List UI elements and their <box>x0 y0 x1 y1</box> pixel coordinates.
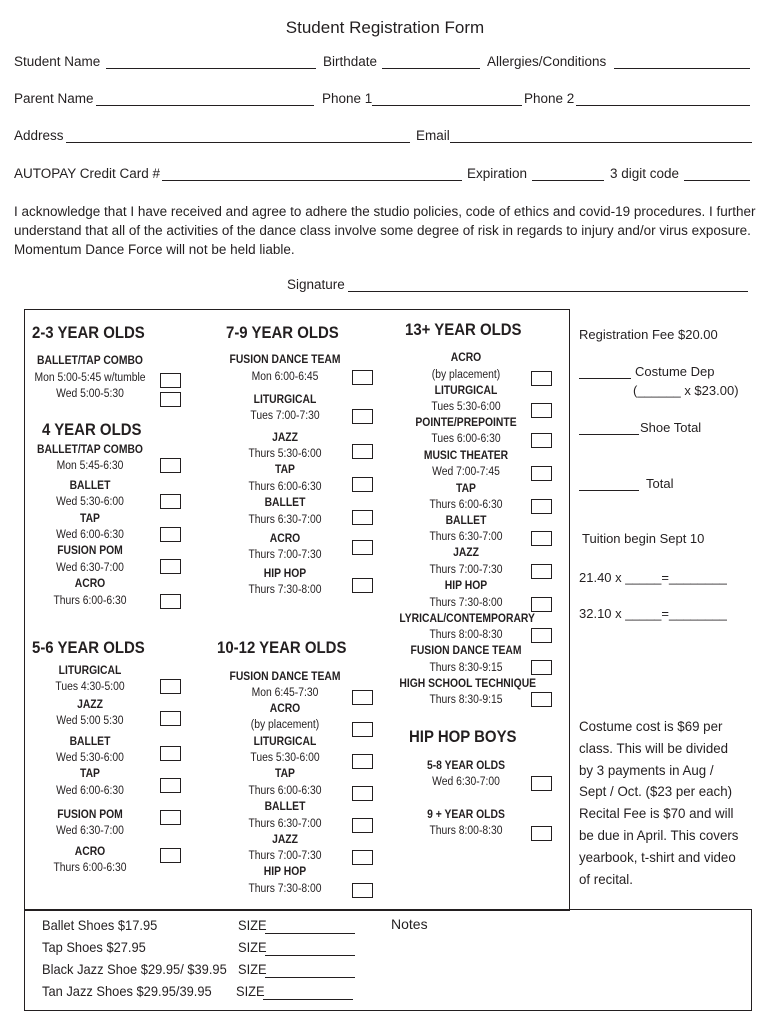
credit-card-field[interactable] <box>162 180 462 181</box>
class-name: BALLET <box>69 480 111 492</box>
class-checkbox[interactable] <box>352 690 373 705</box>
section-heading: 7-9 YEAR OLDS <box>226 323 339 342</box>
class-checkbox[interactable] <box>352 722 373 737</box>
ballet-shoes-price: Ballet Shoes $17.95 <box>42 917 158 933</box>
class-time: Wed 5:00-5:30 <box>56 388 124 400</box>
class-checkbox[interactable] <box>352 754 373 769</box>
rate-line-1[interactable]: 21.40 x _____=________ <box>579 570 727 585</box>
class-name: HIP HOP <box>263 568 307 580</box>
black-jazz-price: Black Jazz Shoe $29.95/ $39.95 <box>42 961 227 977</box>
size-label: SIZE <box>236 983 265 999</box>
birthdate-field[interactable] <box>382 68 480 69</box>
phone2-label: Phone 2 <box>524 91 575 106</box>
class-checkbox[interactable] <box>531 499 552 514</box>
tuition-start: Tuition begin Sept 10 <box>582 531 705 546</box>
class-time: Wed 6:30-7:00 <box>56 562 124 574</box>
size-field[interactable] <box>265 933 355 934</box>
expiration-field[interactable] <box>532 180 604 181</box>
class-name: LITURGICAL <box>253 736 317 748</box>
size-field[interactable] <box>263 999 353 1000</box>
allergies-field[interactable] <box>614 68 750 69</box>
class-time: Wed 7:00-7:45 <box>432 466 500 478</box>
student-name-label: Student Name <box>14 54 101 69</box>
class-checkbox[interactable] <box>531 597 552 612</box>
class-time: Tues 4:30-5:00 <box>55 681 125 693</box>
class-name: LITURGICAL <box>58 665 122 677</box>
class-time: Thurs 7:30-8:00 <box>248 883 322 895</box>
class-time: Mon 5:00-5:45 w/tumble <box>34 372 146 384</box>
class-checkbox[interactable] <box>531 628 552 643</box>
class-time: Thurs 6:00-6:30 <box>248 481 322 493</box>
form-title: Student Registration Form <box>285 18 485 37</box>
class-checkbox[interactable] <box>531 826 552 841</box>
class-time: Thurs 7:00-7:30 <box>248 549 322 561</box>
class-time: Wed 6:30-7:00 <box>56 825 124 837</box>
class-time: Mon 6:00-6:45 <box>251 371 319 383</box>
class-name: TAP <box>80 768 100 780</box>
class-name: ACRO <box>74 846 106 858</box>
class-time: Thurs 6:30-7:00 <box>248 514 322 526</box>
class-checkbox[interactable] <box>160 392 181 407</box>
class-time: Thurs 6:00-6:30 <box>53 595 127 607</box>
class-time: Thurs 5:30-6:00 <box>248 448 322 460</box>
class-name: HIP HOP <box>263 866 307 878</box>
section-heading: 5-6 YEAR OLDS <box>32 638 145 657</box>
class-checkbox[interactable] <box>352 786 373 801</box>
expiration-label: Expiration <box>467 166 528 181</box>
class-checkbox[interactable] <box>160 594 181 609</box>
shoe-total-field[interactable] <box>579 434 639 435</box>
class-checkbox[interactable] <box>160 679 181 694</box>
class-name: MUSIC THEATER <box>423 450 509 462</box>
total-label: Total <box>646 476 674 491</box>
class-checkbox[interactable] <box>160 711 181 726</box>
class-checkbox[interactable] <box>160 810 181 825</box>
code-label: 3 digit code <box>610 166 680 181</box>
parent-name-label: Parent Name <box>14 91 94 106</box>
class-checkbox[interactable] <box>160 494 181 509</box>
class-time: Wed 5:00 5:30 <box>56 715 124 727</box>
class-name: TAP <box>275 768 295 780</box>
class-time: Thurs 6:00-6:30 <box>53 862 127 874</box>
class-name: TAP <box>80 513 100 525</box>
costume-note: Costume cost is $69 per class. This will be divided by 3 payments in Aug / Sept / Oct. ($23 per each) Recital Fee is $70 and will be due in April. This covers yearbook, t-shirt and video of recital. <box>579 718 739 887</box>
class-name: FUSION POM <box>57 809 123 821</box>
registration-fee: Registration Fee $20.00 <box>579 327 718 342</box>
class-name: 9 + YEAR OLDS <box>427 809 505 821</box>
class-name: BALLET <box>445 515 487 527</box>
class-time: Thurs 6:00-6:30 <box>248 785 322 797</box>
class-name: FUSION DANCE TEAM <box>229 671 341 683</box>
signature-field[interactable] <box>348 291 748 292</box>
total-field[interactable] <box>579 490 639 491</box>
class-checkbox[interactable] <box>531 466 552 481</box>
class-name: BALLET <box>264 497 306 509</box>
class-time: Wed 6:00-6:30 <box>56 529 124 541</box>
notes-label: Notes <box>391 916 428 932</box>
class-time: Wed 6:00-6:30 <box>56 785 124 797</box>
parent-name-field[interactable] <box>96 105 314 106</box>
class-name: 5-8 YEAR OLDS <box>426 760 506 772</box>
class-time: Tues 6:00-6:30 <box>431 433 501 445</box>
section-heading: 13+ YEAR OLDS <box>405 320 522 339</box>
class-name: ACRO <box>450 352 482 364</box>
class-time: Tues 7:00-7:30 <box>250 410 320 422</box>
class-time: Wed 5:30-6:00 <box>56 496 124 508</box>
shoe-total-label: Shoe Total <box>640 420 702 435</box>
class-checkbox[interactable] <box>160 373 181 388</box>
class-name: ACRO <box>269 533 301 545</box>
class-name: JAZZ <box>453 547 479 559</box>
class-checkbox[interactable] <box>352 540 373 555</box>
class-time: Thurs 8:00-8:30 <box>429 629 503 641</box>
class-checkbox[interactable] <box>160 559 181 574</box>
class-checkbox[interactable] <box>352 409 373 424</box>
size-field[interactable] <box>265 955 355 956</box>
section-heading: 10-12 YEAR OLDS <box>217 638 347 657</box>
class-name: FUSION DANCE TEAM <box>410 645 522 657</box>
address-label: Address <box>14 128 64 143</box>
costume-dep-label: Costume Dep <box>635 364 715 379</box>
class-checkbox[interactable] <box>531 433 552 448</box>
class-time: Thurs 8:30-9:15 <box>429 662 503 674</box>
tan-jazz-price: Tan Jazz Shoes $29.95/39.95 <box>42 983 212 999</box>
acknowledgement-text: I acknowledge that I have received and agree to adhere the studio policies, code of ethics and covid-19 procedures. I further understand that all of the activities of the dance class involve some degree of risk in regards to injury and/or virus exposure. Momentum Dance Force will not be held liable. <box>14 204 756 257</box>
signature-label: Signature <box>287 277 345 292</box>
phone2-field[interactable] <box>576 105 750 106</box>
costume-calc: (______ x $23.00) <box>633 383 739 398</box>
class-name: ACRO <box>269 703 301 715</box>
class-name: HIP HOP <box>444 580 488 592</box>
class-time: Tues 5:30-6:00 <box>250 752 320 764</box>
class-name: BALLET <box>264 801 306 813</box>
class-name: TAP <box>456 483 476 495</box>
class-time: Thurs 6:30-7:00 <box>429 531 503 543</box>
class-checkbox[interactable] <box>352 818 373 833</box>
class-checkbox[interactable] <box>531 776 552 791</box>
class-time: Thurs 6:30-7:00 <box>248 818 322 830</box>
class-checkbox[interactable] <box>531 564 552 579</box>
class-checkbox[interactable] <box>352 444 373 459</box>
address-field[interactable] <box>66 142 410 143</box>
size-label: SIZE <box>238 939 267 955</box>
class-checkbox[interactable] <box>352 850 373 865</box>
class-time: Wed 5:30-6:00 <box>56 752 124 764</box>
class-time: Thurs 6:00-6:30 <box>429 499 503 511</box>
class-checkbox[interactable] <box>160 778 181 793</box>
notes-area[interactable] <box>390 934 746 1006</box>
class-time: Thurs 7:30-8:00 <box>429 597 503 609</box>
class-name: BALLET/TAP COMBO <box>36 444 143 456</box>
class-time: Thurs 8:00-8:30 <box>429 825 503 837</box>
class-checkbox[interactable] <box>352 477 373 492</box>
class-time: Thurs 7:00-7:30 <box>248 850 322 862</box>
section-heading: 2-3 YEAR OLDS <box>32 323 145 342</box>
tap-shoes-price: Tap Shoes $27.95 <box>42 939 146 955</box>
class-checkbox[interactable] <box>531 371 552 386</box>
class-checkbox[interactable] <box>160 458 181 473</box>
email-field[interactable] <box>450 142 752 143</box>
class-time: (by placement) <box>250 719 320 731</box>
class-name: FUSION DANCE TEAM <box>229 354 341 366</box>
class-time: (by placement) <box>431 369 501 381</box>
section-heading: HIP HOP BOYS <box>409 727 517 746</box>
class-checkbox[interactable] <box>352 510 373 525</box>
class-name: ACRO <box>74 578 106 590</box>
class-name: JAZZ <box>77 699 103 711</box>
size-label: SIZE <box>238 917 267 933</box>
class-time: Wed 6:30-7:00 <box>432 776 500 788</box>
class-name: FUSION POM <box>57 545 123 557</box>
class-name: LITURGICAL <box>253 394 317 406</box>
class-checkbox[interactable] <box>352 578 373 593</box>
credit-card-label: AUTOPAY Credit Card # <box>14 166 161 181</box>
class-checkbox[interactable] <box>531 531 552 546</box>
class-time: Tues 5:30-6:00 <box>431 401 501 413</box>
allergies-label: Allergies/Conditions <box>487 54 607 69</box>
phone1-field[interactable] <box>372 105 522 106</box>
section-heading: 4 YEAR OLDS <box>42 420 142 439</box>
class-checkbox[interactable] <box>352 370 373 385</box>
class-name: BALLET/TAP COMBO <box>36 355 143 367</box>
class-time: Thurs 7:30-8:00 <box>248 584 322 596</box>
class-checkbox[interactable] <box>160 848 181 863</box>
class-name: POINTE/PREPOINTE <box>415 417 517 429</box>
class-name: TAP <box>275 464 295 476</box>
class-checkbox[interactable] <box>160 527 181 542</box>
class-name: LITURGICAL <box>434 385 498 397</box>
class-name: LYRICAL/CONTEMPORARY <box>399 613 535 625</box>
birthdate-label: Birthdate <box>323 54 378 69</box>
email-label: Email <box>416 128 450 143</box>
class-name: JAZZ <box>272 432 298 444</box>
class-time: Mon 5:45-6:30 <box>56 460 124 472</box>
rate-line-2[interactable]: 32.10 x _____=________ <box>579 606 727 621</box>
size-field[interactable] <box>265 977 355 978</box>
costume-dep-field[interactable] <box>579 378 631 379</box>
class-checkbox[interactable] <box>531 692 552 707</box>
class-checkbox[interactable] <box>531 403 552 418</box>
class-name: HIGH SCHOOL TECHNIQUE <box>399 678 537 690</box>
class-time: Thurs 7:00-7:30 <box>429 564 503 576</box>
class-checkbox[interactable] <box>352 883 373 898</box>
code-field[interactable] <box>684 180 750 181</box>
class-name: JAZZ <box>272 834 298 846</box>
size-label: SIZE <box>238 961 267 977</box>
class-name: BALLET <box>69 736 111 748</box>
class-checkbox[interactable] <box>531 660 552 675</box>
class-time: Thurs 8:30-9:15 <box>429 694 503 706</box>
phone1-label: Phone 1 <box>322 91 373 106</box>
student-name-field[interactable] <box>106 68 316 69</box>
class-checkbox[interactable] <box>160 746 181 761</box>
class-time: Mon 6:45-7:30 <box>251 687 319 699</box>
